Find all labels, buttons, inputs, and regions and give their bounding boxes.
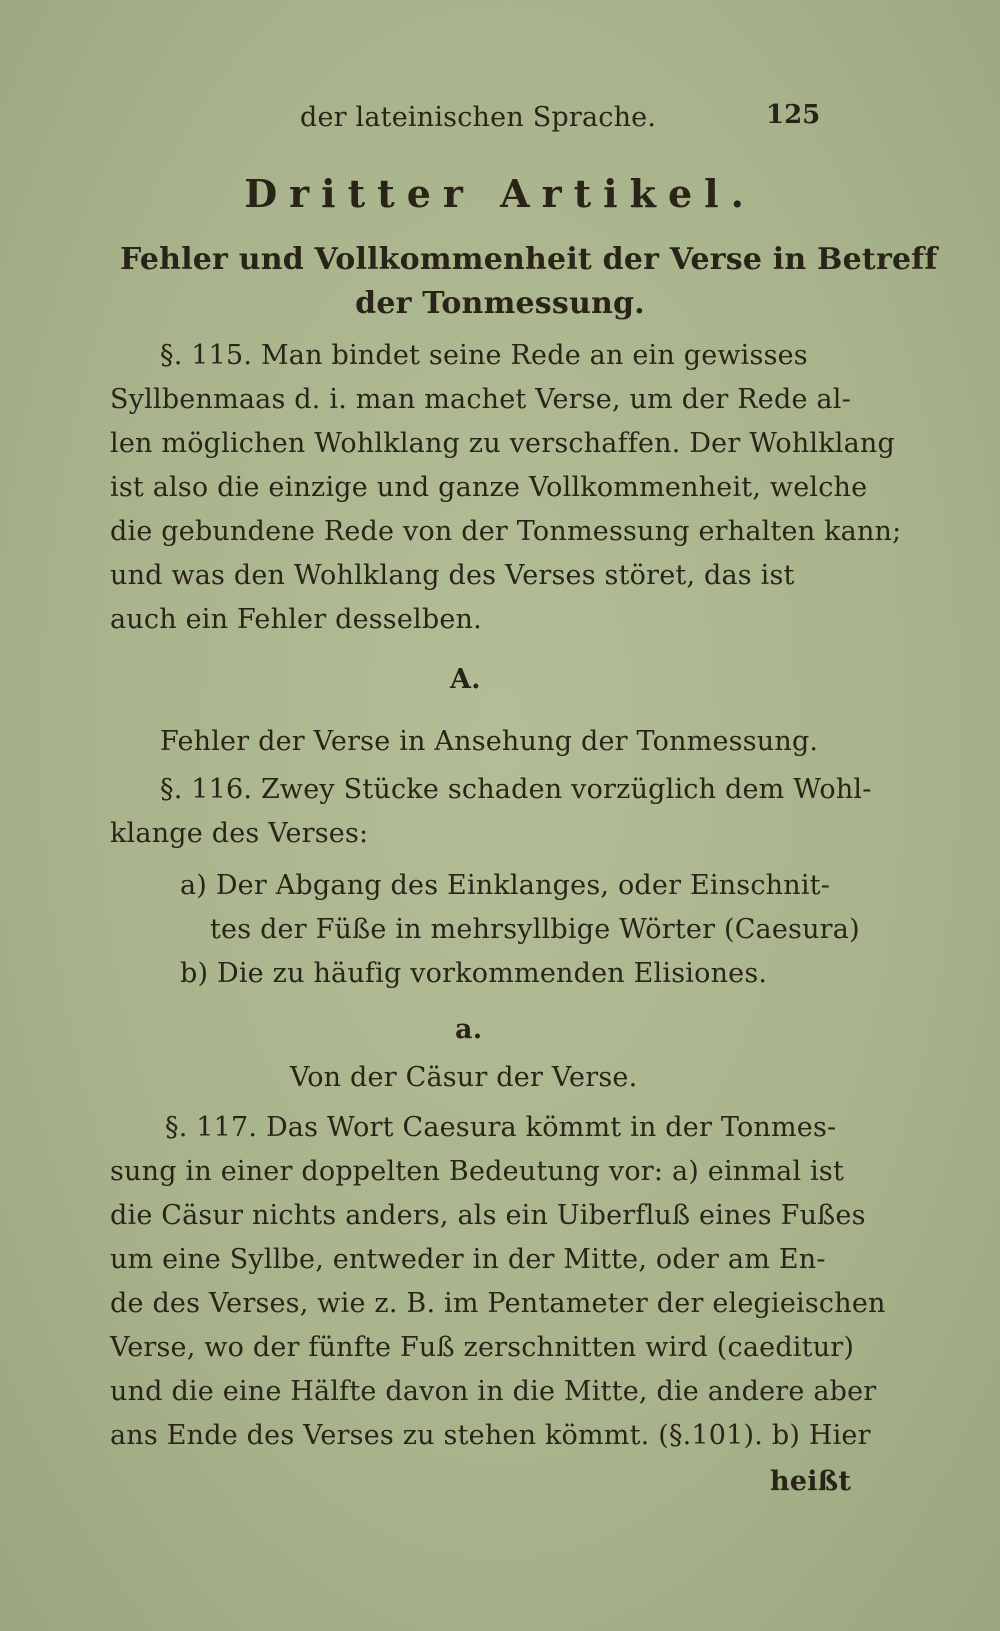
page-number: 125	[766, 100, 821, 130]
text-line: klange des Verses:	[110, 818, 369, 849]
article-subtitle-line2: der Tonmessung.	[355, 286, 645, 321]
text-line: sung in einer doppelten Bedeutung vor: a) einmal ist	[110, 1156, 845, 1187]
text-line: §. 116. Zwey Stücke schaden vorzüglich dem Wohl-	[160, 774, 872, 805]
text-line: Verse, wo der fünfte Fuß zerschnitten wird (caeditur)	[110, 1332, 855, 1363]
running-title: der lateinischen Sprache.	[300, 102, 657, 133]
text-line: Syllbenmaas d. i. man machet Verse, um der Rede al-	[110, 384, 851, 415]
subsection-letter: a.	[455, 1014, 483, 1045]
section-heading: Fehler der Verse in Ansehung der Tonmessung.	[160, 726, 819, 757]
text-line: de des Verses, wie z. B. im Pentameter der elegieischen	[110, 1288, 886, 1319]
text-line: die gebundene Rede von der Tonmessung erhalten kann;	[110, 516, 902, 547]
article-subtitle-line1: Fehler und Vollkommenheit der Verse in Betreff	[120, 242, 938, 277]
text-line: ans Ende des Verses zu stehen kömmt. (§.101). b) Hier	[110, 1420, 871, 1451]
text-line: §. 117. Das Wort Caesura kömmt in der Tonmes-	[165, 1112, 837, 1143]
catchword: heißt	[770, 1466, 852, 1497]
list-item: b) Die zu häufig vorkommenden Elisiones.	[180, 958, 768, 989]
text-line: um eine Syllbe, entweder in der Mitte, oder am En-	[110, 1244, 826, 1275]
subsection-heading: Von der Cäsur der Verse.	[290, 1062, 638, 1093]
text-line: und was den Wohlklang des Verses störet, das ist	[110, 560, 795, 591]
list-item: a) Der Abgang des Einklanges, oder Einschnit-	[180, 870, 831, 901]
text-line: ist also die einzige und ganze Vollkommenheit, welche	[110, 472, 868, 503]
text-line: §. 115. Man bindet seine Rede an ein gewisses	[160, 340, 808, 371]
list-item: tes der Füße in mehrsyllbige Wörter (Caesura)	[210, 914, 860, 945]
text-line: die Cäsur nichts anders, als ein Uiberfluß eines Fußes	[110, 1200, 866, 1231]
text-line: auch ein Fehler desselben.	[110, 604, 482, 635]
article-title: Dritter Artikel.	[244, 171, 756, 216]
section-letter: A.	[450, 664, 481, 695]
text-line: und die eine Hälfte davon in die Mitte, die andere aber	[110, 1376, 877, 1407]
text-line: len möglichen Wohlklang zu verschaffen. Der Wohlklang	[110, 428, 896, 459]
